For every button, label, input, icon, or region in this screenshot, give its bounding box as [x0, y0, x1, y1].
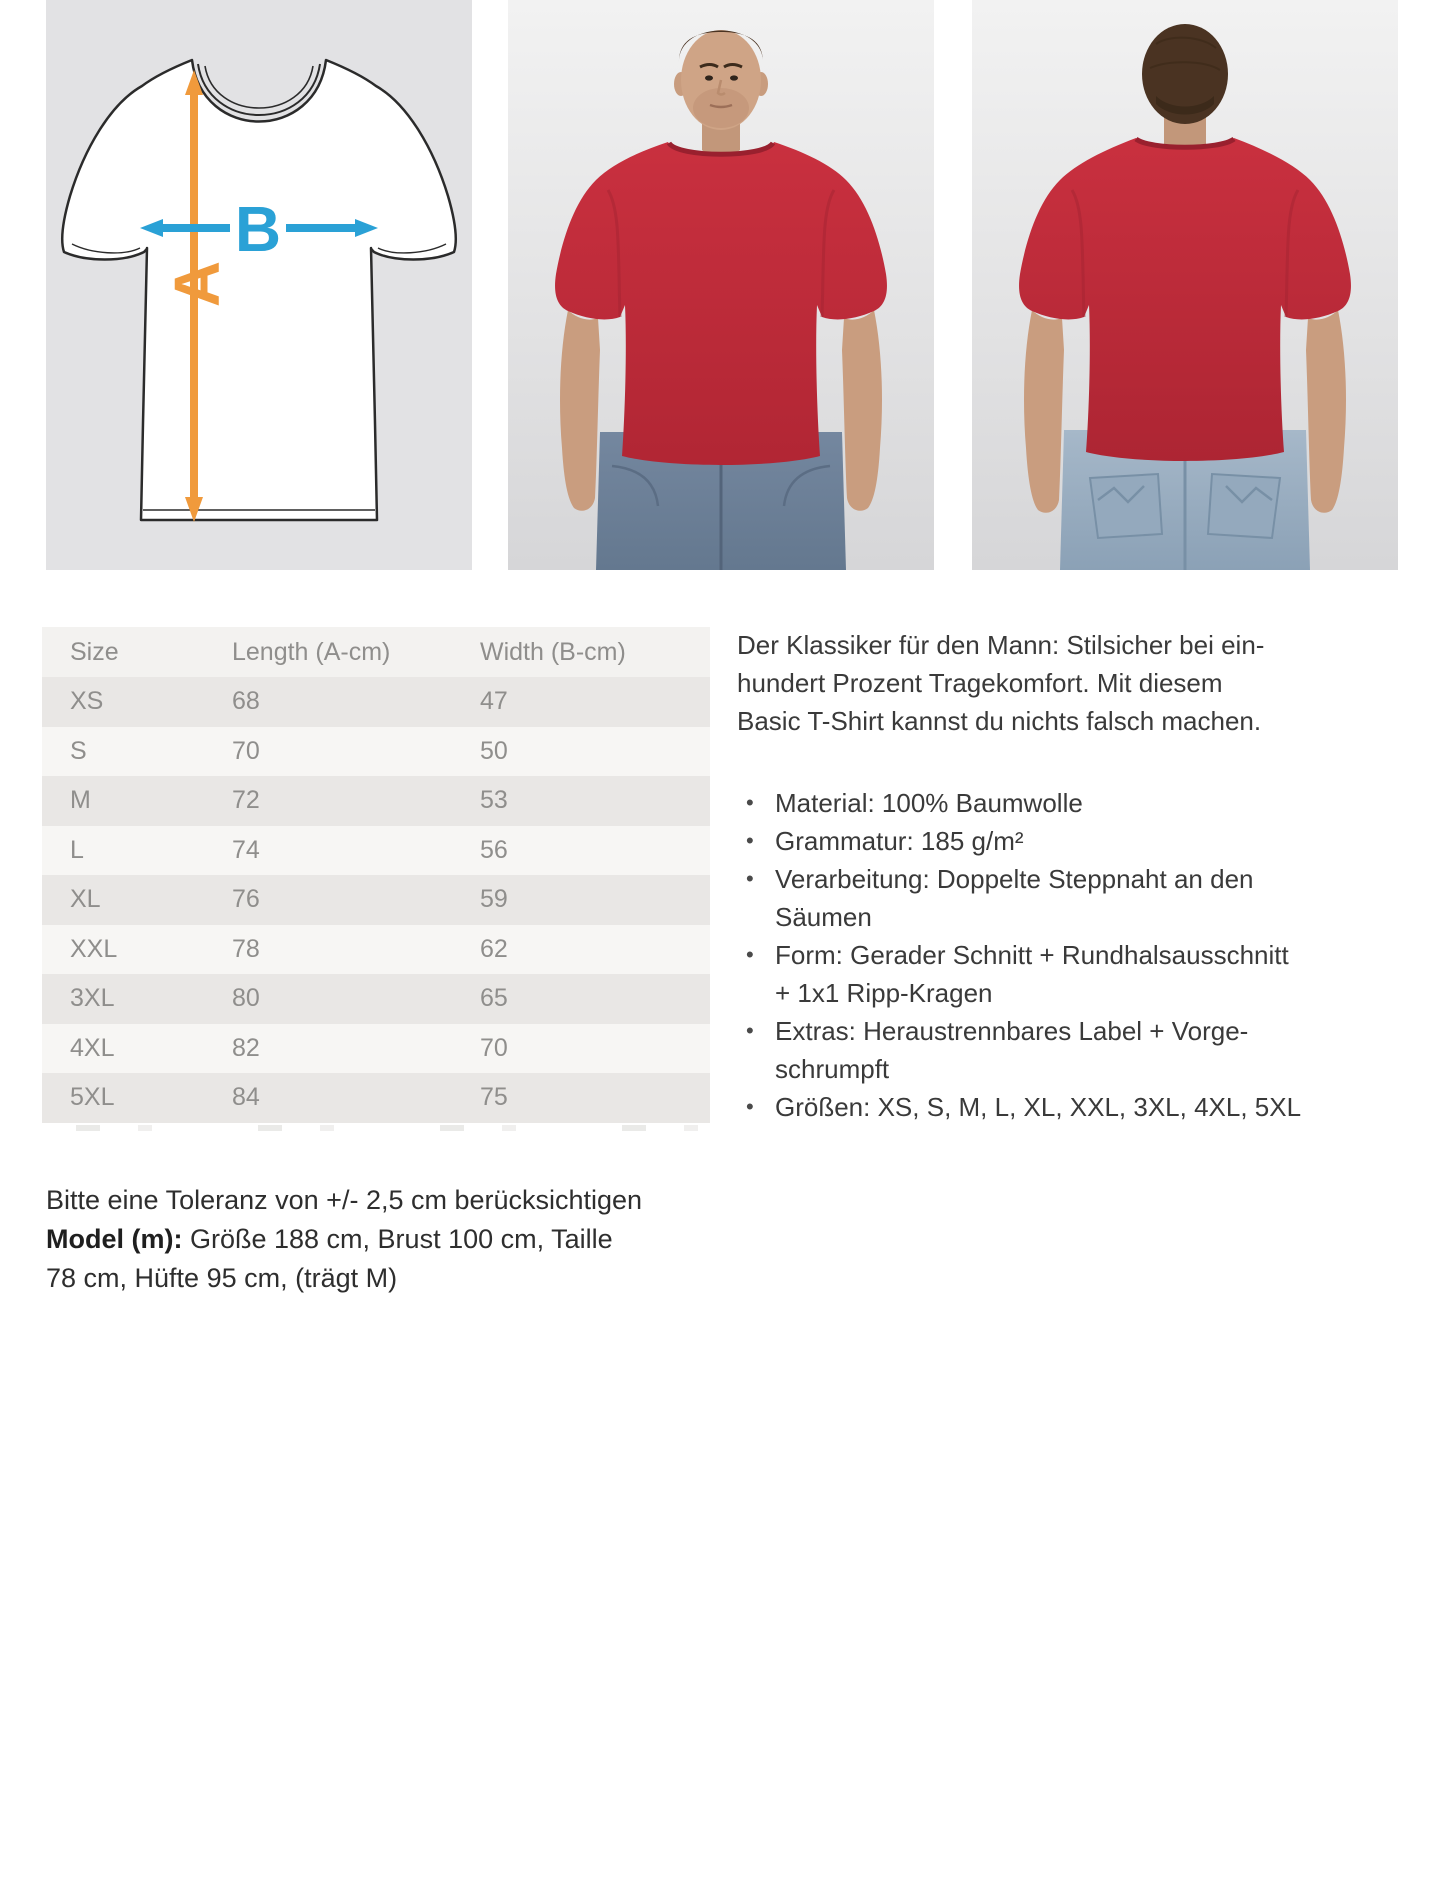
bullet-line: Verarbeitung: Doppelte Steppnaht an den: [775, 864, 1254, 894]
tolerance-note: Bitte eine Toleranz von +/- 2,5 cm berücksichtigen: [46, 1185, 643, 1215]
table-cell: 80: [232, 984, 260, 1012]
table-row: [42, 826, 710, 876]
table-cell: XS: [70, 687, 104, 715]
bullet-item: [737, 1012, 1397, 1088]
back-photo-panel[interactable]: [972, 0, 1398, 570]
right-eye: [730, 75, 738, 80]
bullet-line: schrumpft: [775, 1054, 890, 1084]
table-row: [42, 776, 710, 826]
bullet-marker: •: [746, 1018, 754, 1043]
bullet-marker: •: [746, 866, 754, 891]
bullet-text: [775, 1088, 1397, 1126]
model-info-line1: [46, 1220, 706, 1259]
model-info-rest: Größe 188 cm, Brust 100 cm, Taille: [182, 1224, 613, 1254]
paragraph-line: hundert Prozent Tragekomfort. Mit diesem: [737, 668, 1223, 698]
bullet-item: [737, 1088, 1397, 1126]
bullet-line: Form: Gerader Schnitt + Rundhalsausschnitt: [775, 940, 1289, 970]
left-eye: [705, 75, 713, 80]
table-cell: 65: [480, 984, 508, 1012]
bullet-list: [737, 784, 1397, 1126]
model-back-photo: [972, 0, 1398, 570]
product-description: [737, 626, 1397, 1126]
table-cell: 3XL: [70, 984, 115, 1012]
bullet-item: [737, 784, 1397, 822]
model-front-photo: [508, 0, 934, 570]
table-cell: 74: [232, 835, 260, 864]
size-table: [42, 627, 710, 1136]
bullet-text: [775, 822, 1397, 860]
table-cell: 75: [480, 1083, 508, 1111]
table-cell: XXL: [70, 934, 118, 963]
paragraph-line: Basic T-Shirt kannst du nichts falsch machen.: [737, 706, 1262, 736]
table-cell: 62: [480, 934, 508, 963]
bullet-item: [737, 936, 1397, 1012]
header-width: Width (B-cm): [480, 638, 626, 666]
size-table-body: [42, 677, 710, 1123]
bullet-line: Material: 100% Baumwolle: [775, 788, 1083, 818]
table-row: [42, 727, 710, 777]
bullet-text: [775, 1012, 1397, 1088]
table-cell: 72: [232, 786, 260, 814]
table-cell: 50: [480, 736, 508, 765]
bullet-item: [737, 822, 1397, 860]
right-arm: [1306, 310, 1346, 513]
bullet-item: [737, 860, 1397, 936]
table-cell: 70: [232, 736, 260, 765]
bullet-marker: •: [746, 1094, 754, 1119]
description-paragraph: [737, 626, 1397, 740]
table-cell: 76: [232, 885, 260, 913]
header-length: Length (A-cm): [232, 638, 391, 666]
table-cell: S: [70, 736, 87, 765]
table-cell: 68: [232, 687, 260, 715]
bullet-line: Größen: XS, S, M, L, XL, XXL, 3XL, 4XL, 5XL: [775, 1092, 1302, 1122]
left-arm: [1024, 310, 1064, 513]
table-cell: 59: [480, 885, 508, 913]
paragraph-line: Der Klassiker für den Mann: Stilsicher bei ein-: [737, 630, 1265, 660]
table-row: [42, 677, 710, 727]
table-cell: 84: [232, 1083, 260, 1111]
right-arm: [842, 310, 882, 511]
bullet-text: [775, 860, 1397, 936]
table-cell: 56: [480, 835, 508, 864]
size-diagram-panel[interactable]: [46, 0, 472, 570]
length-label: A: [161, 260, 233, 308]
table-row: [42, 1073, 710, 1123]
bullet-marker: •: [746, 942, 754, 967]
table-cell: L: [70, 835, 84, 864]
table-cell: 53: [480, 786, 508, 814]
table-cell: 4XL: [70, 1033, 115, 1062]
model-label: Model (m):: [46, 1224, 183, 1254]
bullet-marker: •: [746, 790, 754, 815]
table-row: [42, 875, 710, 925]
bullet-line: Extras: Heraustrennbares Label + Vorge-: [775, 1016, 1249, 1046]
tshirt-measure-diagram: [46, 0, 472, 570]
width-label: B: [234, 193, 282, 265]
bullet-text: [775, 936, 1397, 1012]
table-row: [42, 1024, 710, 1074]
table-cell: 70: [480, 1033, 508, 1062]
table-row: [42, 974, 710, 1024]
table-header-row: [42, 627, 710, 677]
left-arm: [560, 310, 600, 511]
model-info-line2: 78 cm, Hüfte 95 cm, (trägt M): [46, 1263, 398, 1293]
table-cell: M: [70, 786, 91, 814]
size-notes: [46, 1181, 706, 1298]
table-cell: 78: [232, 934, 260, 963]
tshirt-outline: [62, 60, 456, 520]
bullet-line: Grammatur: 185 g/m²: [775, 826, 1024, 856]
bullet-text: [775, 784, 1397, 822]
bullet-line: + 1x1 Ripp-Kragen: [775, 978, 993, 1008]
table-cell: 82: [232, 1033, 260, 1062]
collar-rib-line: [205, 66, 313, 108]
bullet-line: Säumen: [775, 902, 872, 932]
bullet-marker: •: [746, 828, 754, 853]
table-row: [42, 925, 710, 975]
table-cell: XL: [70, 885, 101, 913]
table-cell: 47: [480, 687, 508, 715]
table-cell: 5XL: [70, 1083, 115, 1111]
front-photo-panel[interactable]: [508, 0, 934, 570]
header-size: Size: [70, 638, 119, 666]
table-cropped-row: [42, 1123, 710, 1136]
